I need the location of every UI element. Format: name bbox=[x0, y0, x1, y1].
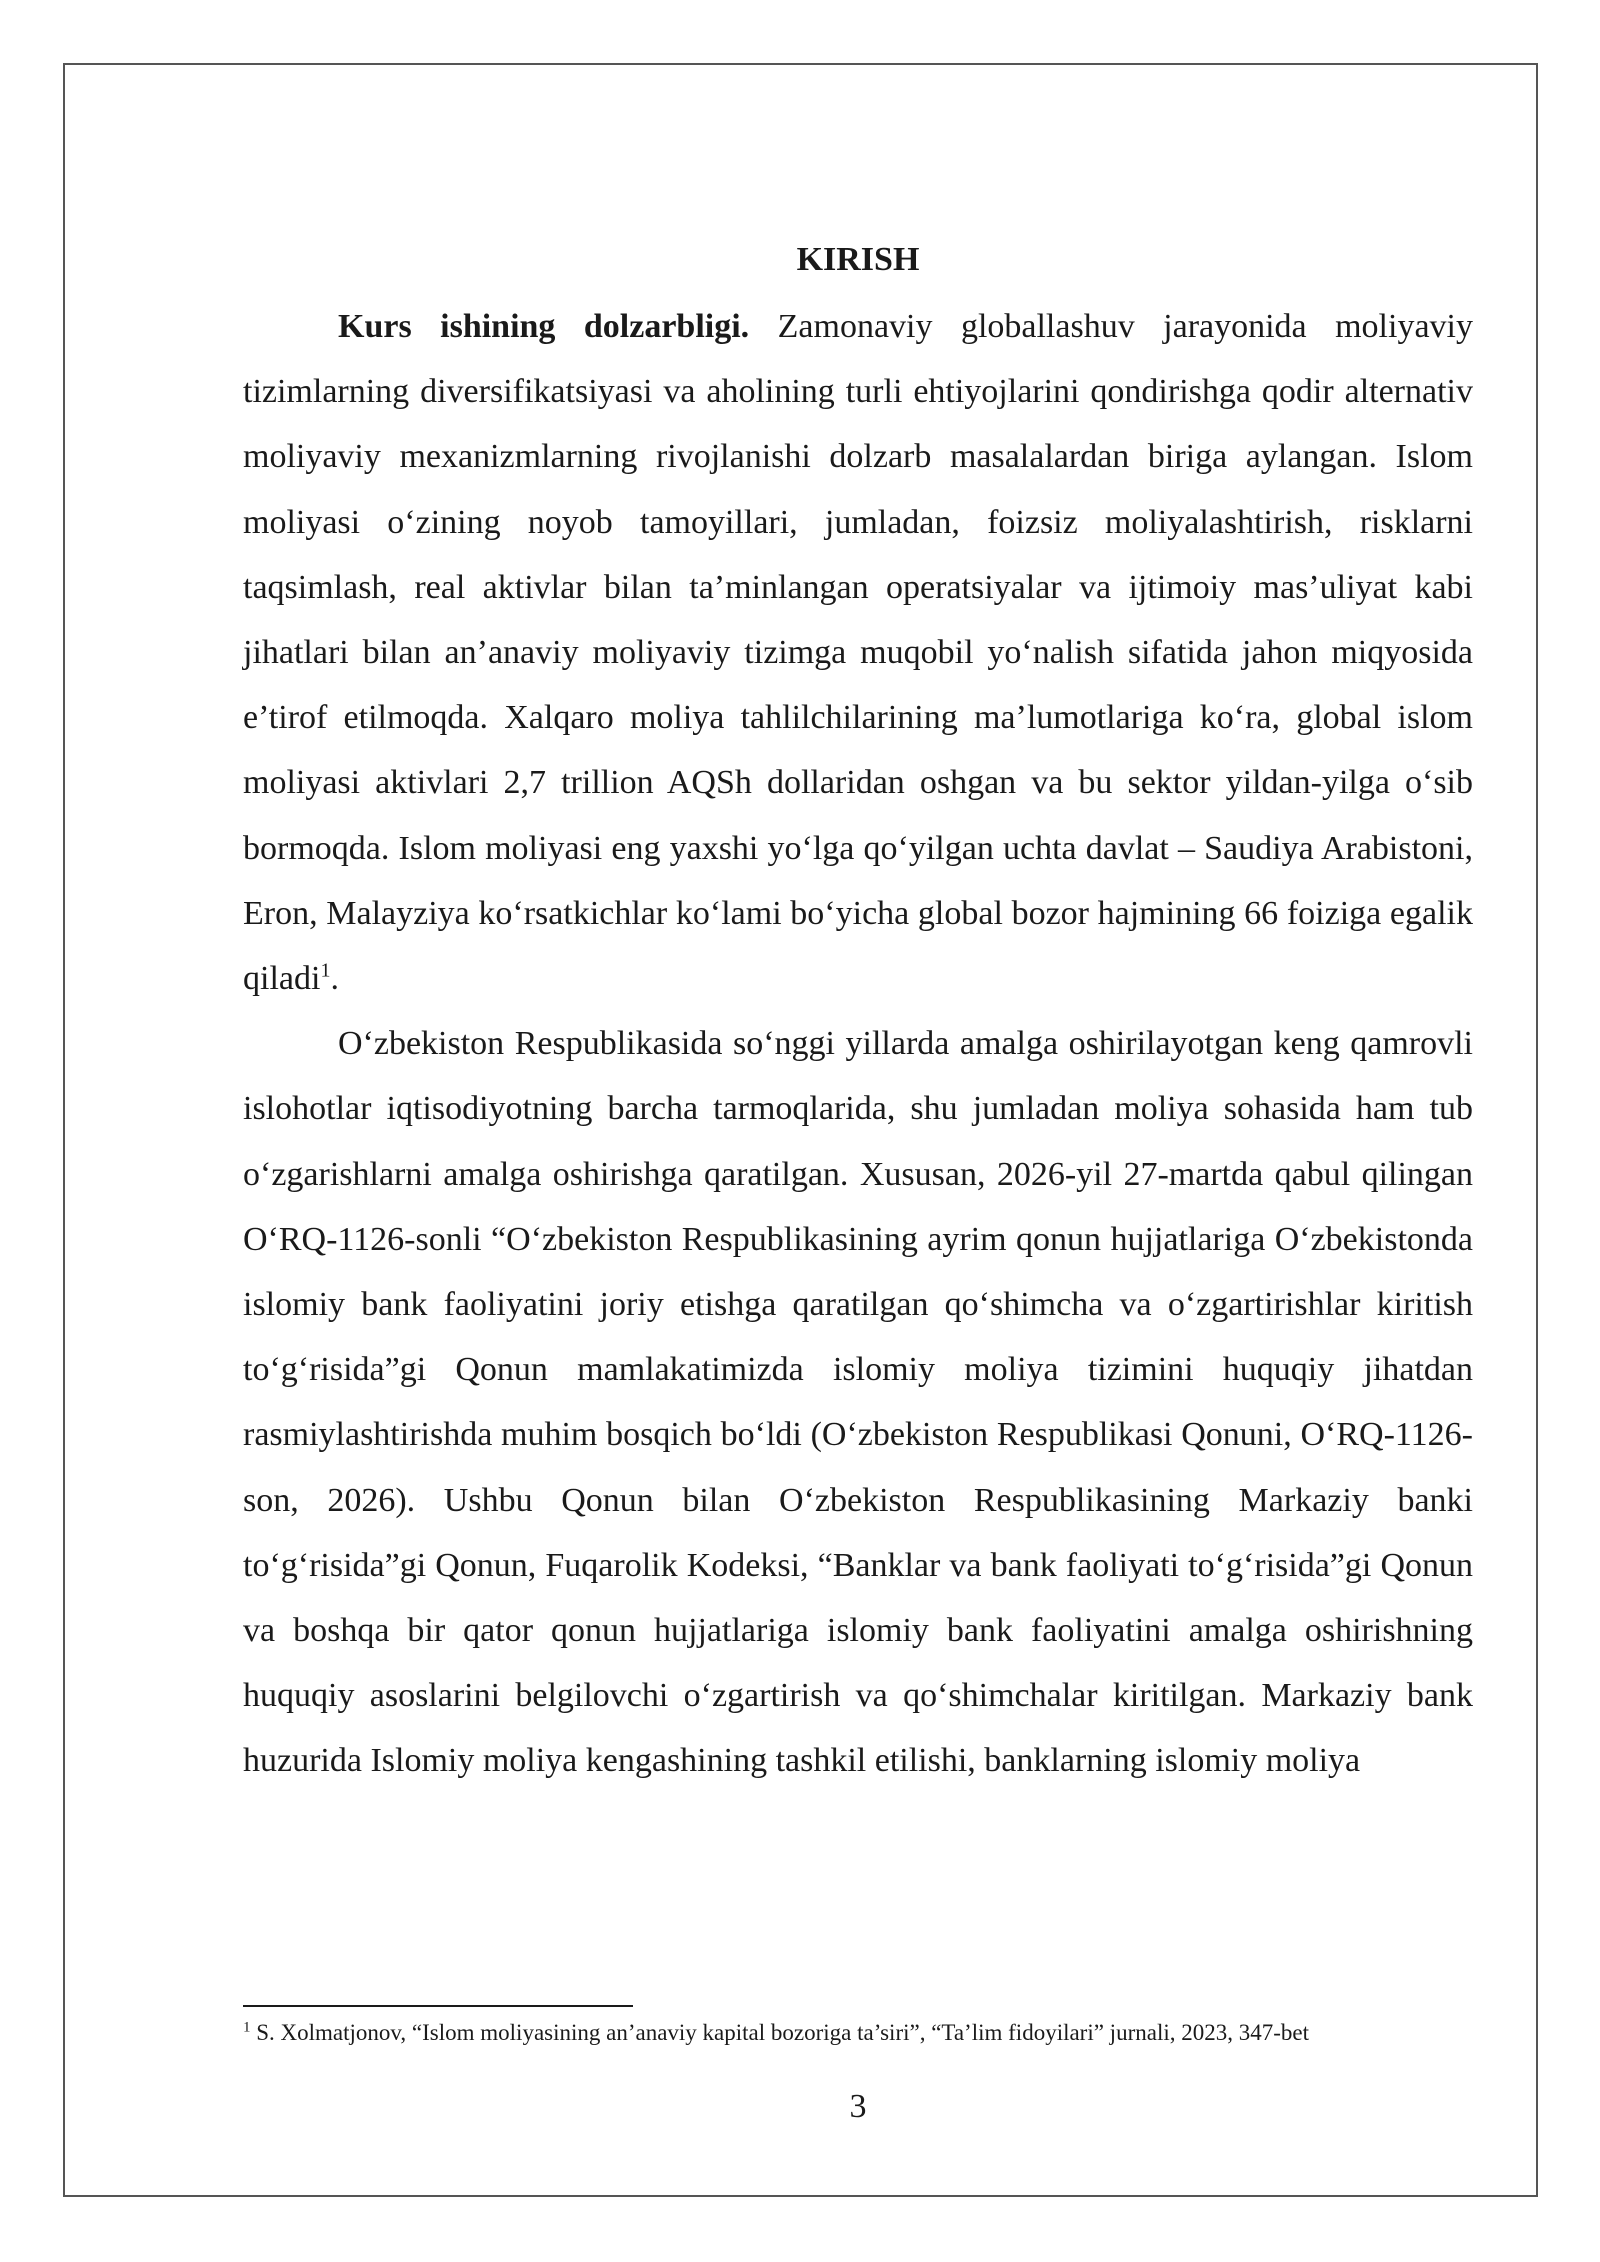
footnote bbox=[243, 2018, 1473, 2048]
paragraph-lead: Kurs ishining dolzarbligi. bbox=[338, 308, 750, 345]
page-number: 3 bbox=[849, 2088, 867, 2125]
document-body bbox=[243, 230, 1473, 1794]
paragraph-relevance bbox=[243, 294, 1473, 1011]
footnote-text: S. Xolmatjonov, “Islom moliyasining an’anaviy kapital bozoriga ta’siri”, “Ta’lim fidoyilari” jurnali, 2023, 347-bet bbox=[250, 2020, 1309, 2045]
paragraph-text: Zamonaviy globallashuv jarayonida moliyaviy tizimlarning diversifikatsiyasi va aholining turli ehtiyojlarini qondirishga qodir alternativ moliyaviy mexanizmlarning rivojlanishi dolzarb masalalardan biriga aylangan. Islom moliyasi o‘zining noyob tamoyillari, jumladan, foizsiz moliyalashtirish, risklarni taqsimlash, real aktivlar bilan ta’minlangan operatsiyalar va ijtimoiy mas’uliyat kabi jihatlari bilan an’anaviy moliyaviy tizimga muqobil yo‘nalish sifatida jahon miqyosida e’tirof etilmoqda. Xalqaro moliya tahlilchilarining ma’lumotlariga ko‘ra, global islom moliyasi aktivlari 2,7 trillion AQSh dollaridan oshgan va bu sektor yildan-yilga o‘sib bormoqda. Islom moliyasi eng yaxshi yo‘lga qo‘yilgan uchta davlat – Saudiya Arabistoni, Eron, Malayziya ko‘rsatkichlar ko‘lami bo‘yicha global bozor hajmining 66 foiziga egalik qiladi bbox=[243, 308, 1473, 998]
footnote-reference[interactable]: 1 bbox=[320, 959, 331, 982]
paragraph-reforms: O‘zbekiston Respublikasida so‘nggi yillarda amalga oshirilayotgan keng qamrovli islohotlar iqtisodiyotning barcha tarmoqlarida, shu jumladan moliya sohasida ham tub o‘zgarishlarni amalga oshirishga qaratilgan. Xususan, 2026-yil 27-martda qabul qilingan O‘RQ-1126-sonli “O‘zbekiston Respublikasining ayrim qonun hujjatlariga O‘zbekistonda islomiy bank faoliyatini joriy etishga qaratilgan qo‘shimcha va o‘zgartirishlar kiritish to‘g‘risida”gi Qonun mamlakatimizda islomiy moliya tizimini huquqiy jihatdan rasmiylashtirishda muhim bosqich bo‘ldi (O‘zbekiston Respublikasi Qonuni, O‘RQ-1126-son, 2026). Ushbu Qonun bilan O‘zbekiston Respublikasining Markaziy banki to‘g‘risida”gi Qonun, Fuqarolik Kodeksi, “Banklar va bank faoliyati to‘g‘risida”gi Qonun va boshqa bir qator qonun hujjatlariga islomiy bank faoliyatini amalga oshirishning huquqiy asoslarini belgilovchi o‘zgartirish va qo‘shimchalar kiritilgan. Markaziy bank huzurida Islomiy moliya kengashining tashkil etilishi, banklarning islomiy moliya bbox=[243, 1025, 1473, 1780]
paragraph-end: . bbox=[330, 960, 339, 998]
footnote-separator bbox=[243, 2005, 633, 2007]
footnote-number: 1 bbox=[243, 2019, 251, 2036]
section-title: KIRISH bbox=[796, 241, 920, 278]
